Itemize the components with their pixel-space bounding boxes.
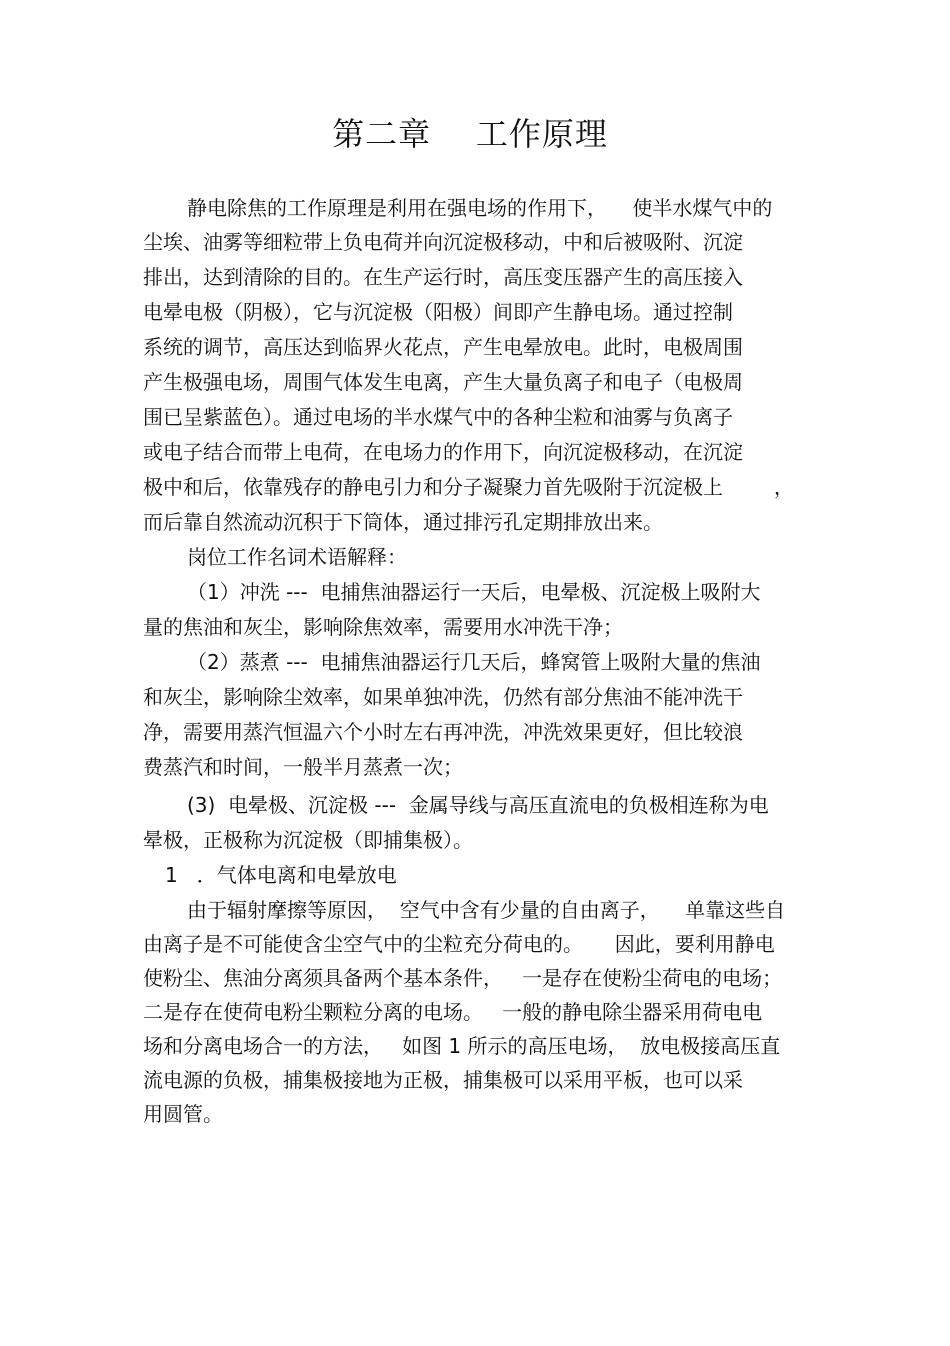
term-item-1: （1）冲洗 --- 电捕焦油器运行一天后，电晕极、沉淀极上吸附大 — [187, 580, 761, 604]
term-item-2-cont: 费蒸汽和时间，一般半月蒸煮一次； — [143, 755, 463, 779]
paragraph-line: 系统的调节，高压达到临界火花点，产生电晕放电。此时，电极周围 — [143, 335, 743, 359]
paragraph-line: 产生极强电场，周围气体发生电离，产生大量负离子和电子（电极周 — [143, 370, 743, 394]
paragraph-line: 排出，达到清除的目的。在生产运行时，高压变压器产生的高压接入 — [143, 265, 743, 289]
paragraph-line: 或电子结合而带上电荷，在电场力的作用下，向沉淀极移动，在沉淀 — [143, 440, 743, 464]
section-heading: 1 ．气体电离和电晕放电 — [165, 863, 397, 887]
term-item-3-cont: 晕极，正极称为沉淀极（即捕集极）。 — [143, 828, 473, 852]
term-item-2: （2）蒸煮 --- 电捕焦油器运行几天后，蜂窝管上吸附大量的焦油 — [187, 650, 761, 674]
paragraph-line: 尘埃、油雾等细粒带上负电荷并向沉淀极移动，中和后被吸附、沉淀 — [143, 230, 743, 254]
term-item-2-cont: 和灰尘，影响除尘效率，如果单独冲洗，仍然有部分焦油不能冲洗干 — [143, 685, 743, 709]
term-item-3: (3) 电晕极、沉淀极 --- 金属导线与高压直流电的负极相连称为电 — [187, 793, 769, 817]
paragraph-line: 由于辐射摩擦等原因， 空气中含有少量的自由离子， 单靠这些自 — [187, 898, 786, 922]
paragraph-line: 由离子是不可能使含尘空气中的尘粒充分荷电的。 因此，要利用静电 — [143, 932, 775, 956]
term-item-2-cont: 净，需要用蒸汽恒温六个小时左右再冲洗，冲洗效果更好，但比较浪 — [143, 720, 743, 744]
terms-heading: 岗位工作名词术语解释： — [187, 545, 407, 569]
paragraph-line: 电晕电极（阴极），它与沉淀极（阳极）间即产生静电场。通过控制 — [143, 300, 733, 324]
paragraph-line: 场和分离电场合一的方法， 如图 1 所示的高压电场， 放电极接高压直 — [143, 1034, 781, 1058]
chapter-title: 第二章 工作原理 — [332, 115, 608, 153]
paragraph-line: 静电除焦的工作原理是利用在强电场的作用下， 使半水煤气中的 — [187, 196, 773, 220]
paragraph-line: 流电源的负极，捕集极接地为正极，捕集极可以采用平板，也可以采 — [143, 1068, 743, 1092]
paragraph-line: 极中和后，依靠残存的静电引力和分子凝聚力首先吸附于沉淀极上 ， — [143, 475, 794, 499]
paragraph-line: 二是存在使荷电粉尘颗粒分离的电场。 一般的静电除尘器采用荷电电 — [143, 1000, 763, 1024]
paragraph-line: 用圆管。 — [143, 1102, 223, 1126]
term-item-1-cont: 量的焦油和灰尘，影响除焦效率，需要用水冲洗干净； — [143, 615, 623, 639]
paragraph-line: 使粉尘、焦油分离须具备两个基本条件， 一是存在使粉尘荷电的电场； — [143, 966, 783, 990]
paragraph-line: 而后靠自然流动沉积于下筒体，通过排污孔定期排放出来。 — [143, 510, 663, 534]
paragraph-line: 围已呈紫蓝色）。通过电场的半水煤气中的各种尘粒和油雾与负离子 — [143, 405, 733, 429]
